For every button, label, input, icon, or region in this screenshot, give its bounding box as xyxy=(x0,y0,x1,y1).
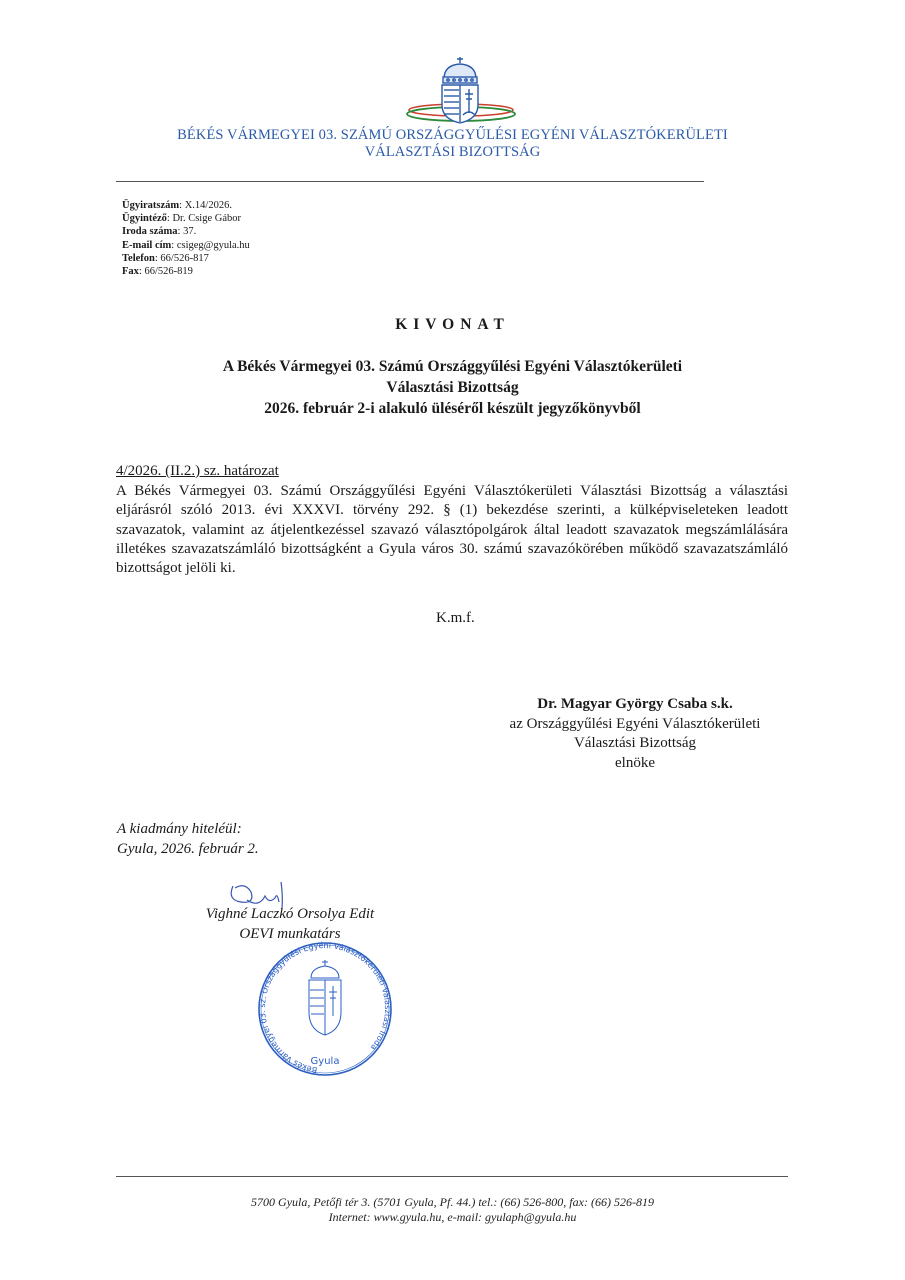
footer-address: 5700 Gyula, Petőfi tér 3. (5701 Gyula, Pf. 44.) tel.: (66) 526-800, fax: (66) 526-819 xyxy=(251,1195,654,1209)
footer-contact: Internet: www.gyula.hu, e-mail: gyulaph@gyula.hu xyxy=(328,1210,577,1224)
meta-label: Ügyiratszám xyxy=(122,200,180,211)
certifier-role: OEVI munkatárs xyxy=(239,925,341,942)
case-metadata xyxy=(122,199,250,278)
meta-row-email: E-mail cím: csigeg@gyula.hu xyxy=(122,239,250,251)
meta-label: Telefon xyxy=(122,252,155,264)
meta-label: Fax xyxy=(122,266,139,278)
subtitle-line1: A Békés Vármegyei 03. Számú Országgyűlési Egyéni Választókerületi xyxy=(222,358,683,375)
organization-title xyxy=(0,127,905,161)
meta-row-office: Iroda száma: 37. xyxy=(122,226,197,238)
meta-value: csigeg@gyula.hu xyxy=(176,239,250,251)
meta-value: Dr. Csige Gábor xyxy=(172,213,242,225)
chairman-name: Dr. Magyar György Csaba s.k. xyxy=(537,696,733,712)
stamp-ring-text: Békés Vármegyei 03. sz. Országgyűlési Egyéni Választókerületi Választási Iroda xyxy=(258,940,393,1075)
certifier-block xyxy=(170,905,410,944)
document-heading: KIVONAT xyxy=(395,316,510,333)
certifier-name: Vighné Laczkó Orsolya Edit xyxy=(205,906,375,922)
footer xyxy=(0,1195,905,1225)
meta-row-phone: Telefon: 66/526-817 xyxy=(122,252,209,264)
stamp-city-text: Gyula xyxy=(310,1056,340,1067)
chairman-role-line3: elnöke xyxy=(615,754,655,771)
chairman-signature-block xyxy=(460,695,810,773)
document-subtitle xyxy=(0,356,905,419)
meta-row-case-number: Ügyiratszám: X.14/2026. xyxy=(122,200,232,211)
meta-value: 66/526-817 xyxy=(160,252,209,264)
chairman-role-line2: Választási Bizottság xyxy=(573,735,697,751)
certification-line2: Gyula, 2026. február 2. xyxy=(117,840,259,857)
organization-title-line2: VÁLASZTÁSI BIZOTTSÁG xyxy=(364,144,541,160)
organization-title-line1: BÉKÉS VÁRMEGYEI 03. SZÁMÚ ORSZÁGGYŰLÉSI EGYÉNI VÁLASZTÓKERÜLETI xyxy=(177,127,728,143)
meta-row-handler: Ügyintéző: Dr. Csige Gábor xyxy=(122,213,242,225)
footer-divider xyxy=(116,1176,788,1177)
subtitle-line2: Választási Bizottság xyxy=(386,379,519,396)
meta-row-fax: Fax: 66/526-819 xyxy=(122,266,193,278)
chairman-role-line1: az Országgyűlési Egyéni Választókerületi xyxy=(509,715,761,732)
certification-line1: A kiadmány hiteléül: xyxy=(117,821,242,837)
meta-value: 66/526-819 xyxy=(144,266,193,278)
meta-label: Iroda száma xyxy=(122,226,178,238)
certification-block xyxy=(117,820,259,859)
header-divider xyxy=(116,181,704,182)
meta-label: E-mail cím xyxy=(122,239,172,251)
resolution-body: A Békés Vármegyei 03. Számú Országgyűlési Egyéni Választókerületi Választási Bizottság a választási eljárásról szóló 2013. évi XXXVI. törvény 292. § (1) bekezdése szerinti, a külképviseleteken leadott szavazatok, valamint az átjelentkezéssel szavazó választópolgárok által leadott szavazatok megszámlálására illetékes szavazatszámláló bizottságként a Gyula város 30. számú szavazókörében működő szavazatszámláló bizottságot jelöli ki. xyxy=(116,483,788,577)
meta-value: X.14/2026. xyxy=(184,200,232,211)
kmf-note: K.m.f. xyxy=(436,610,475,626)
official-stamp-icon xyxy=(235,940,415,1080)
meta-value: 37. xyxy=(183,226,197,238)
meta-label: Ügyintéző xyxy=(122,213,167,225)
resolution-title: 4/2026. (II.2.) sz. határozat xyxy=(116,463,279,479)
subtitle-line3: 2026. február 2-i alakuló üléséről készült jegyzőkönyvből xyxy=(264,400,641,417)
hungarian-coat-of-arms-icon xyxy=(432,55,488,125)
